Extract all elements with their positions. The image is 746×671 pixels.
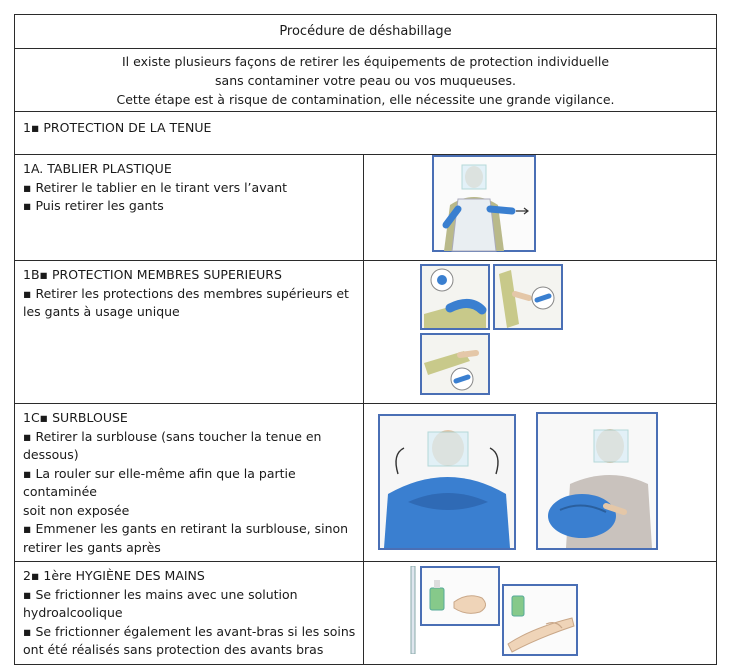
step-text-1b xyxy=(15,261,364,404)
dispenser-pole-illustration xyxy=(408,566,418,654)
step-line: retirer les gants après xyxy=(23,539,161,555)
glove-removal-illustration xyxy=(420,333,490,395)
table-row xyxy=(15,261,717,404)
step-text-1a xyxy=(15,155,364,261)
step-line: ▪ Se frictionner également les avant-bras si les soins xyxy=(23,623,356,639)
step-line: ▪ Emmener les gants en retirant la surblouse, sinon xyxy=(23,521,349,536)
step-heading: 2▪ 1ère HYGIÈNE DES MAINS xyxy=(23,568,205,583)
step-line: ▪ Retirer la surblouse (sans toucher la tenue en xyxy=(23,428,322,444)
step-line: ▪ Se frictionner les mains avec une solution xyxy=(23,586,298,602)
step-heading: 1A. TABLIER PLASTIQUE xyxy=(23,161,172,176)
step-text-1c xyxy=(15,404,364,562)
step-heading: 1C▪ SURBLOUSE xyxy=(23,410,128,425)
step-line: ▪ Puis retirer les gants xyxy=(23,198,164,213)
sleeve-removal-illustration-2 xyxy=(493,264,563,330)
step-line: ▪ Retirer le tablier en le tirant vers l’avant xyxy=(23,179,288,195)
step-line: contaminée xyxy=(23,484,97,499)
step-image-cell-1a xyxy=(364,155,717,261)
table-row xyxy=(15,404,717,562)
step-line: dessous) xyxy=(23,447,79,462)
intro-line-3: Cette étape est à risque de contamination, elle nécessite une grande vigilance. xyxy=(116,91,615,107)
gown-rolling-illustration xyxy=(536,412,658,550)
step-line: les gants à usage unique xyxy=(23,304,180,319)
table-row xyxy=(15,562,717,665)
table-row xyxy=(15,155,717,261)
sleeve-removal-illustration-1 xyxy=(420,264,490,330)
procedure-table xyxy=(14,14,717,665)
intro-text xyxy=(15,49,717,112)
forearm-rub-illustration xyxy=(502,584,578,656)
section-heading: 1▪ PROTECTION DE LA TENUE xyxy=(15,112,717,155)
apron-removal-illustration xyxy=(432,155,536,252)
table-title: Procédure de déshabillage xyxy=(15,15,717,49)
step-image-cell-1b xyxy=(364,261,717,404)
hand-rub-illustration xyxy=(420,566,500,626)
step-line: ont été réalisés sans protection des avants bras xyxy=(23,642,324,657)
step-line: ▪ La rouler sur elle-même afin que la partie xyxy=(23,465,296,481)
step-heading: 1B▪ PROTECTION MEMBRES SUPERIEURS xyxy=(23,267,282,282)
gown-removal-illustration xyxy=(378,414,516,550)
step-image-cell-1c xyxy=(364,404,717,562)
step-line: hydroalcoolique xyxy=(23,605,123,620)
step-line: soit non exposée xyxy=(23,502,130,518)
intro-line-2: sans contaminer votre peau ou vos muqueuses. xyxy=(215,72,516,88)
step-line: ▪ Retirer les protections des membres supérieurs et xyxy=(23,285,349,301)
intro-line-1: Il existe plusieurs façons de retirer les équipements de protection individuelle xyxy=(121,53,610,69)
step-text-2 xyxy=(15,562,364,665)
step-image-cell-2 xyxy=(364,562,717,665)
